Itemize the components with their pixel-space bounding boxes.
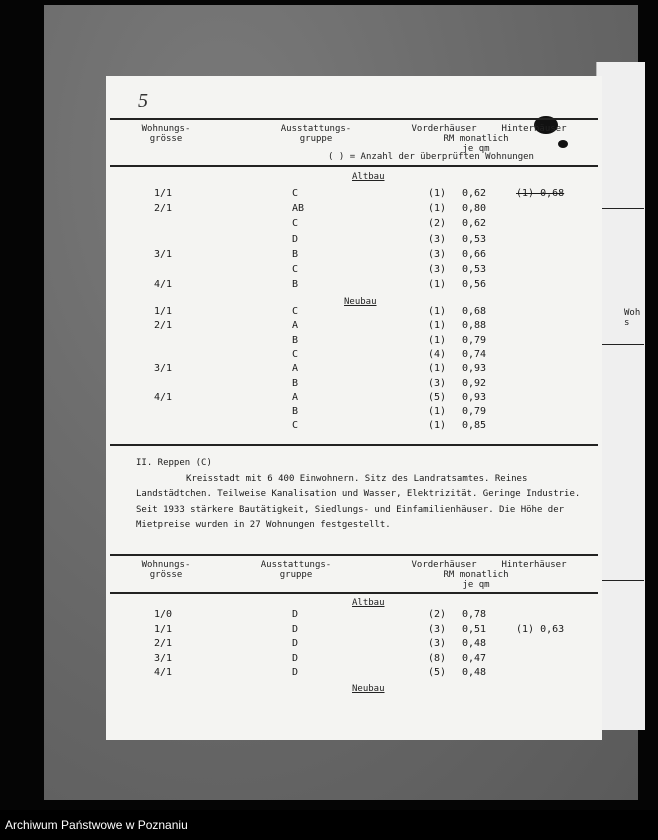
row-count: (2) (428, 218, 447, 230)
table1-top-rule (110, 118, 598, 120)
row-value: 0,62 (462, 188, 487, 199)
row-count: (1) (428, 363, 447, 375)
row-group: C (292, 188, 299, 199)
row-count: (1) (428, 306, 447, 317)
table-row (106, 306, 602, 320)
row-back-value: (1) 0,68 (516, 188, 565, 199)
row-count: (3) (428, 638, 447, 650)
row-group: C (292, 348, 299, 360)
row-size: 3/1 (154, 363, 173, 375)
table-row (106, 638, 602, 652)
table-row (106, 320, 602, 334)
section2-text: Kreisstadt mit 6 400 Einwohnern. Sitz des Landratsamtes. Reines Landstädtchen. Teilweise Kanalisation und Wasser, Elektrizität. Geringe Industrie. Seit 1933 stärkere Bautätigkeit, Siedlungs- und Einfamilienhäuser. Die Höhe der Mietpreise wurden in 27 Wohnungen festgestellt. (136, 473, 581, 530)
underlying-rule (600, 344, 644, 345)
row-count: (1) (428, 203, 447, 215)
row-value: 0,53 (462, 233, 487, 245)
table2-header-back: Hinterhäuser (501, 560, 567, 570)
row-value: 0,48 (462, 667, 487, 679)
row-value: 0,79 (462, 334, 487, 346)
table1-header-back: Hinterhäuser (501, 124, 567, 134)
table-row (106, 406, 602, 420)
underlying-rule (600, 580, 644, 581)
row-value: 0,47 (462, 652, 487, 664)
row-count: (4) (428, 348, 447, 360)
row-value: 0,80 (462, 203, 487, 215)
table1-header-front: Vorderhäuser (411, 124, 477, 134)
table-row (106, 624, 602, 638)
table-row (106, 188, 602, 202)
row-count: (1) (428, 420, 447, 432)
row-value: 0,51 (462, 623, 487, 635)
underlying-sheet-text: Woh s (624, 308, 641, 328)
row-value: 0,74 (462, 348, 487, 360)
row-size: 4/1 (154, 279, 173, 291)
table-row (106, 667, 602, 681)
row-count: (3) (428, 248, 447, 260)
row-group: D (292, 623, 299, 635)
table-row (106, 218, 602, 232)
row-size: 2/1 (154, 320, 173, 332)
row-group: C (292, 306, 299, 317)
table1-header-group: Ausstattungs- gruppe (280, 124, 352, 144)
row-count: (2) (428, 609, 447, 620)
row-count: (5) (428, 391, 447, 403)
table1-header-size: Wohnungs- grösse (141, 124, 191, 144)
ink-stain (558, 140, 568, 148)
table-row (106, 249, 602, 263)
table1-neubau-label: Neubau (344, 297, 377, 307)
table-row (106, 234, 602, 248)
page-number: 5 (138, 90, 148, 112)
row-size: 2/1 (154, 203, 173, 215)
row-count: (3) (428, 264, 447, 275)
row-group: A (292, 363, 299, 375)
row-group: AB (292, 203, 305, 215)
table2-neubau-label: Neubau (352, 684, 385, 694)
table2-top-rule (110, 554, 598, 556)
table-row (106, 363, 602, 377)
document-page (106, 76, 602, 740)
archive-credit: Archiwum Państwowe w Poznaniu (5, 818, 188, 832)
row-value: 0,88 (462, 320, 487, 332)
row-count: (1) (428, 406, 447, 418)
row-group: D (292, 667, 299, 679)
row-size: 1/1 (154, 306, 173, 317)
table-row (106, 203, 602, 217)
row-size: 2/1 (154, 638, 173, 650)
table2-altbau-label: Altbau (352, 598, 385, 608)
row-count: (5) (428, 667, 447, 679)
table1-header-rule (110, 165, 598, 167)
row-count: (3) (428, 623, 447, 635)
table2-header-group: Ausstattungs- gruppe (260, 560, 332, 580)
table2-header-front: Vorderhäuser (411, 560, 477, 570)
row-group: C (292, 264, 299, 275)
row-group: D (292, 652, 299, 664)
row-group: D (292, 233, 299, 245)
row-group: B (292, 377, 299, 389)
archive-footer (0, 810, 658, 840)
row-value: 0,56 (462, 279, 487, 291)
table-row (106, 264, 602, 278)
table1-altbau-label: Altbau (352, 172, 385, 182)
row-size: 3/1 (154, 248, 173, 260)
table-row (106, 609, 602, 623)
table2-header-size: Wohnungs- grösse (141, 560, 191, 580)
row-count: (1) (428, 188, 447, 199)
row-value: 0,66 (462, 248, 487, 260)
row-size: 3/1 (154, 652, 173, 664)
row-value: 0,68 (462, 306, 487, 317)
row-size: 1/0 (154, 609, 173, 620)
section2-heading: II. Reppen (C) (136, 458, 212, 468)
table2-header-rule (110, 592, 598, 594)
row-group: C (292, 218, 299, 230)
row-value: 0,78 (462, 609, 487, 620)
table-row (106, 392, 602, 406)
underlying-rule (600, 208, 644, 209)
row-value: 0,85 (462, 420, 487, 432)
row-value: 0,93 (462, 391, 487, 403)
row-group: B (292, 334, 299, 346)
row-value: 0,62 (462, 218, 487, 230)
table-row (106, 378, 602, 392)
table-row (106, 279, 602, 293)
row-value: 0,48 (462, 638, 487, 650)
row-count: (8) (428, 652, 447, 664)
underlying-sheet (596, 62, 645, 730)
row-value: 0,93 (462, 363, 487, 375)
row-group: B (292, 406, 299, 418)
table-row (106, 420, 602, 434)
section2 (136, 456, 596, 534)
row-group: A (292, 320, 299, 332)
row-size: 1/1 (154, 623, 173, 635)
table2-header-monthly: RM monatlich je qm (443, 570, 509, 590)
row-count: (1) (428, 334, 447, 346)
table1-header-note: ( ) = Anzahl der überprüften Wohnungen (328, 152, 534, 162)
table1-header-monthly: RM monatlich je qm (443, 134, 509, 154)
row-value: 0,92 (462, 377, 487, 389)
row-group: B (292, 279, 299, 291)
table-row (106, 349, 602, 363)
row-count: (3) (428, 377, 447, 389)
row-group: D (292, 609, 299, 620)
row-size: 1/1 (154, 188, 173, 199)
row-count: (1) (428, 320, 447, 332)
row-group: A (292, 391, 299, 403)
row-back-value: (1) 0,63 (516, 623, 565, 635)
table-row (106, 653, 602, 667)
row-count: (3) (428, 233, 447, 245)
row-size: 4/1 (154, 667, 173, 679)
table1-bottom-rule (110, 444, 598, 446)
row-value: 0,53 (462, 264, 487, 275)
table-row (106, 335, 602, 349)
row-group: D (292, 638, 299, 650)
row-count: (1) (428, 279, 447, 291)
row-value: 0,79 (462, 406, 487, 418)
row-group: C (292, 420, 299, 432)
row-size: 4/1 (154, 391, 173, 403)
row-group: B (292, 248, 299, 260)
